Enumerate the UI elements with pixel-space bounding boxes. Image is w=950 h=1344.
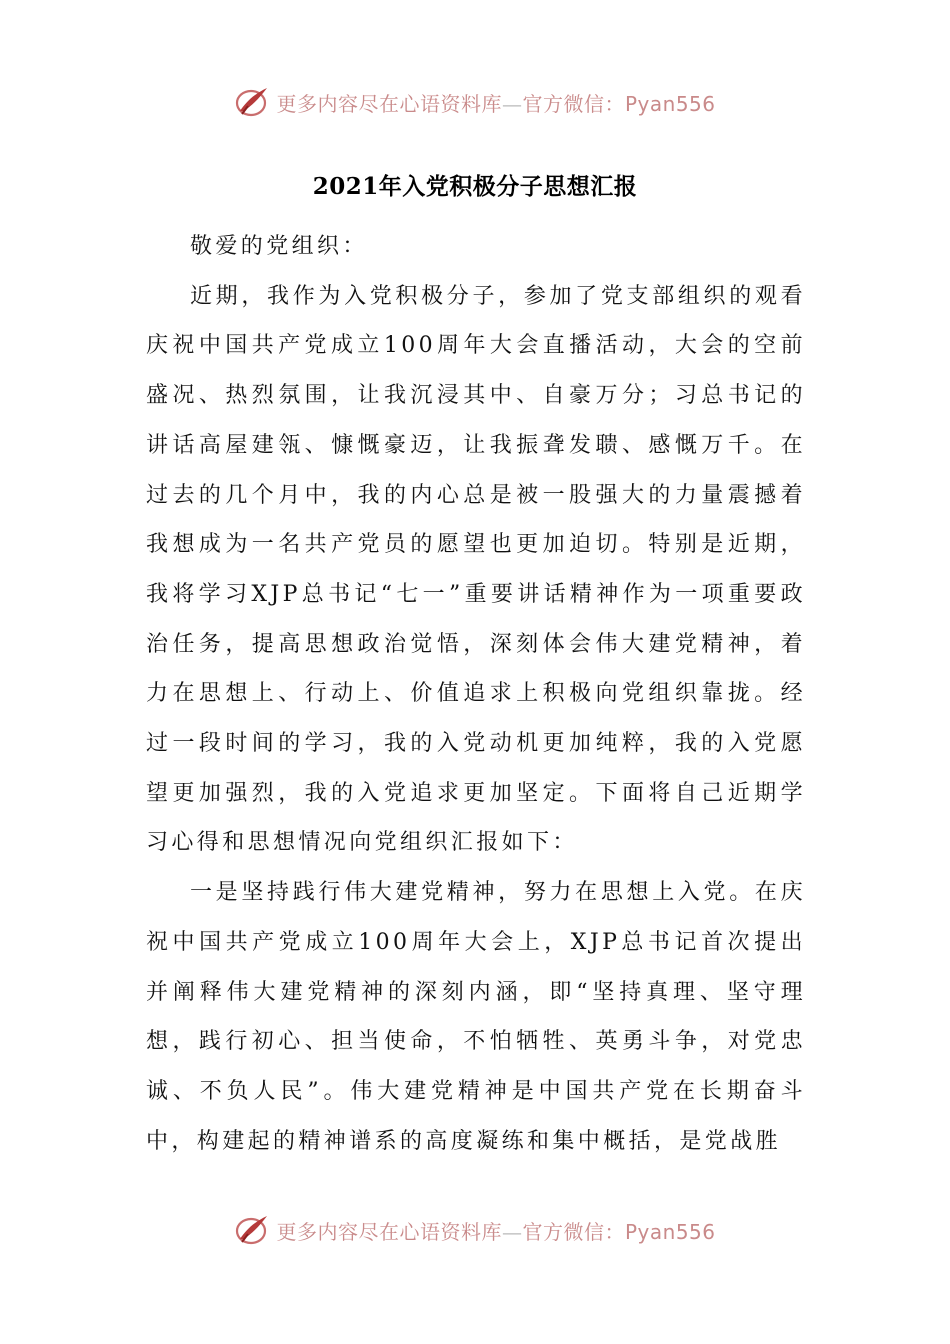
watermark-suffix: 官方微信：: [522, 1219, 625, 1244]
watermark-text: [276, 1216, 715, 1245]
watermark-handle: Pyan556: [624, 91, 716, 116]
watermark-prefix: 更多内容尽在心语资料库: [276, 1219, 502, 1244]
header-watermark: [0, 80, 950, 124]
watermark-separator: —: [501, 91, 523, 116]
footer-watermark: [0, 1208, 950, 1252]
watermark-handle: Pyan556: [624, 1219, 716, 1244]
document-body: [146, 222, 806, 1166]
watermark-suffix: 官方微信：: [522, 91, 625, 116]
watermark-separator: —: [501, 1219, 523, 1244]
quill-logo-icon: [234, 1212, 270, 1248]
watermark-prefix: 更多内容尽在心语资料库: [276, 91, 502, 116]
watermark-text: [276, 88, 715, 117]
body-paragraph-1: 近期，我作为入党积极分子，参加了党支部组织的观看庆祝中国共产党成立100周年大会直播活动，大会的空前盛况、热烈氛围，让我沉浸其中、自豪万分；习总书记的讲话高屋建瓴、慷慨豪迈，让我振聋发聩、感慨万千。在过去的几个月中，我的内心总是被一股强大的力量震撼着我想成为一名共产党员的愿望也更加迫切。特别是近期，我将学习XJP总书记“七一”重要讲话精神作为一项重要政治任务，提高思想政治觉悟，深刻体会伟大建党精神，着力在思想上、行动上、价值追求上积极向党组织靠拢。经过一段时间的学习，我的入党动机更加纯粹，我的入党愿望更加强烈，我的入党追求更加坚定。下面将自己近期学习心得和思想情况向党组织汇报如下：: [146, 283, 806, 856]
body-paragraph-2: 一是坚持践行伟大建党精神，努力在思想上入党。在庆祝中国共产党成立100周年大会上，XJP总书记首次提出并阐释伟大建党精神的深刻内涵，即“坚持真理、坚守理想，践行初心、担当使命，不怕牺牲、英勇斗争，对党忠诚、不负人民”。伟大建党精神是中国共产党在长期奋斗中，构建起的精神谱系的高度凝练和集中概括，是党战胜: [146, 880, 806, 1154]
salutation: 敬爱的党组织：: [190, 234, 368, 259]
quill-logo-icon: [234, 84, 270, 120]
document-title: 2021年入党积极分子思想汇报: [312, 173, 638, 200]
